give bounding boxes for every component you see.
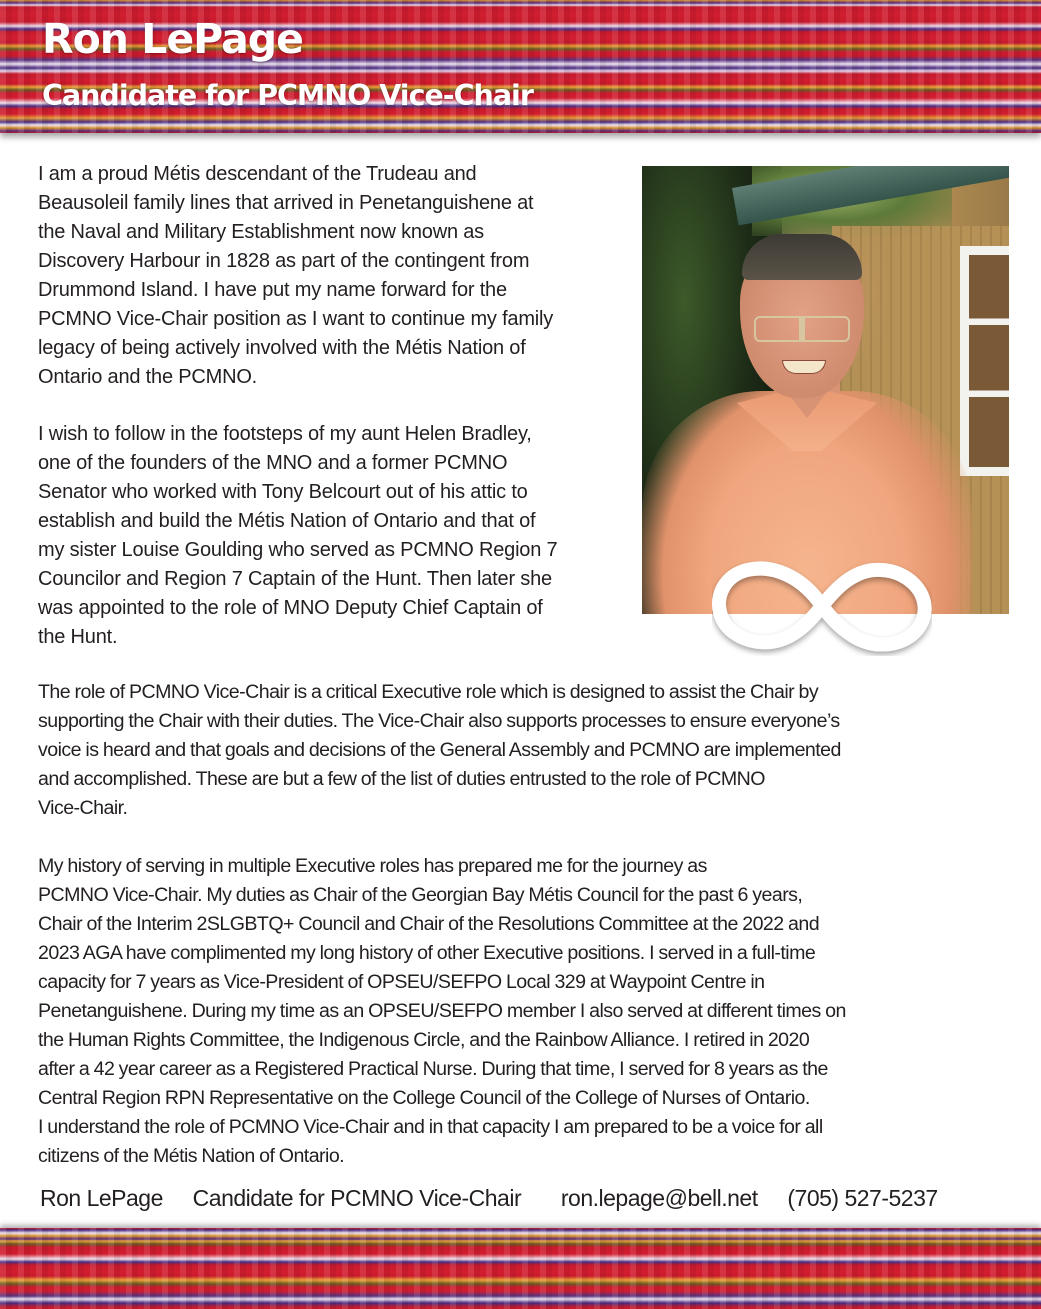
text-line: I understand the role of PCMNO Vice-Chair and in that capacity I am prepared to be a voice for all [38, 1116, 823, 1138]
header-sash-banner [0, 0, 1041, 133]
infinity-icon [712, 556, 932, 656]
text-line: one of the founders of the MNO and a former PCMNO [38, 452, 508, 474]
text-line: after a 42 year career as a Registered Practical Nurse. During that time, I served for 8 years as the [38, 1058, 828, 1080]
footer-name: Ron LePage [40, 1185, 163, 1211]
text-line: voice is heard and that goals and decisions of the General Assembly and PCMNO are implemented [38, 739, 841, 761]
text-line: establish and build the Métis Nation of Ontario and that of [38, 510, 536, 532]
text-line: was appointed to the role of MNO Deputy Chief Captain of [38, 597, 543, 619]
footer-phone: (705) 527-5237 [787, 1185, 938, 1211]
text-line: I am a proud Métis descendant of the Trudeau and [38, 163, 477, 185]
photo-background-window [960, 246, 1009, 476]
text-line: supporting the Chair with their duties. The Vice-Chair also supports processes to ensure everyone’s [38, 710, 840, 732]
footer-contact-line [40, 1185, 1025, 1212]
candidate-name-title: Ron LePage [42, 15, 303, 63]
text-line: The role of PCMNO Vice-Chair is a critical Executive role which is designed to assist the Chair by [38, 681, 819, 703]
text-line: Beausoleil family lines that arrived in Penetanguishene at [38, 192, 534, 214]
text-line: the Hunt. [38, 626, 118, 648]
bio-paragraph-role-description [38, 678, 1028, 823]
text-line: I wish to follow in the footsteps of my aunt Helen Bradley, [38, 423, 532, 445]
text-line: 2023 AGA have complimented my long history of other Executive positions. I served in a full-time [38, 942, 816, 964]
text-line: capacity for 7 years as Vice-President of OPSEU/SEFPO Local 329 at Waypoint Centre in [38, 971, 765, 993]
text-line: legacy of being actively involved with the Métis Nation of [38, 337, 526, 359]
photo-subject-hair [742, 234, 862, 280]
text-line: Drummond Island. I have put my name forward for the [38, 279, 507, 301]
bio-paragraph-heritage [38, 160, 638, 392]
bio-paragraph-experience [38, 852, 1028, 1171]
text-line: PCMNO Vice-Chair position as I want to continue my family [38, 308, 554, 330]
text-line: PCMNO Vice-Chair. My duties as Chair of the Georgian Bay Métis Council for the past 6 years, [38, 884, 803, 906]
text-line: Central Region RPN Representative on the College Council of the College of Nurses of Ontario. [38, 1087, 810, 1109]
text-line: Ontario and the PCMNO. [38, 366, 258, 388]
text-line: the Naval and Military Establishment now known as [38, 221, 484, 243]
text-line: Penetanguishene. During my time as an OPSEU/SEFPO member I also served at different times on [38, 1000, 846, 1022]
text-line: my sister Louise Goulding who served as PCMNO Region 7 [38, 539, 558, 561]
text-line: citizens of the Métis Nation of Ontario. [38, 1145, 345, 1167]
text-line: Discovery Harbour in 1828 as part of the contingent from [38, 250, 530, 272]
text-line: Chair of the Interim 2SLGBTQ+ Council and Chair of the Resolutions Committee at the 2022 and [38, 913, 820, 935]
bio-paragraph-family-legacy [38, 420, 638, 652]
footer-role: Candidate for PCMNO Vice-Chair [192, 1185, 522, 1211]
text-line: My history of serving in multiple Executive roles has prepared me for the journey as [38, 855, 707, 877]
candidate-position-subtitle: Candidate for PCMNO Vice-Chair [42, 79, 533, 112]
candidate-portrait-photo [642, 166, 1009, 614]
text-line: Senator who worked with Tony Belcourt out of his attic to [38, 481, 528, 503]
footer-email-link[interactable]: ron.lepage@bell.net [560, 1185, 758, 1211]
text-line: the Human Rights Committee, the Indigenous Circle, and the Rainbow Alliance. I retired in 2020 [38, 1029, 810, 1051]
text-line: and accomplished. These are but a few of the list of duties entrusted to the role of PCMNO [38, 768, 765, 790]
text-line: Vice-Chair. [38, 797, 128, 819]
footer-sash-banner [0, 1228, 1041, 1309]
text-line: Councilor and Region 7 Captain of the Hunt. Then later she [38, 568, 552, 590]
photo-subject-glasses [754, 316, 850, 342]
